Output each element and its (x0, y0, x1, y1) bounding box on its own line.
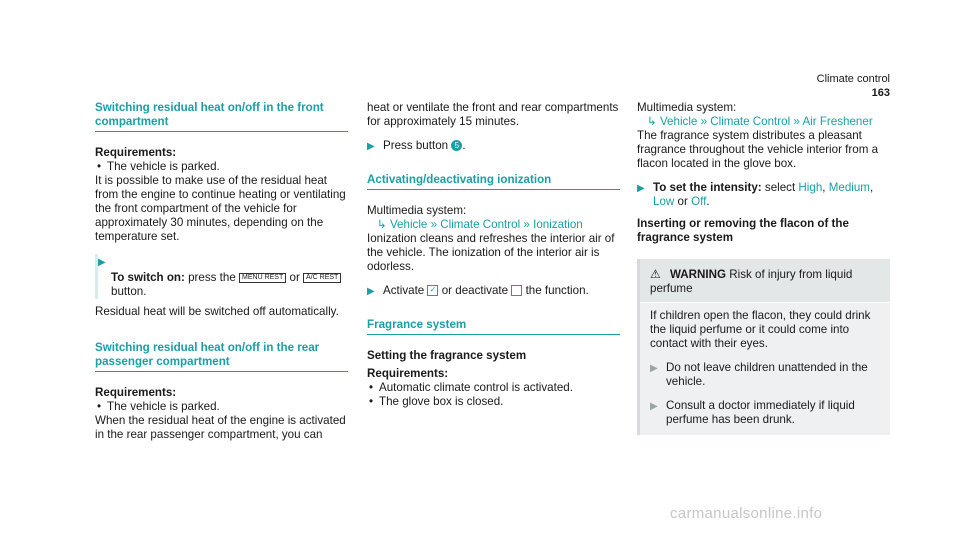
step-arrow-icon: ▶ (650, 363, 658, 374)
chevron-icon: » (700, 115, 708, 128)
step-text: Consult a doctor immediately if liquid perfume has been drunk. (666, 399, 855, 426)
menu-path (637, 115, 890, 129)
warning-text: Risk of injury from liquid perfume (650, 268, 853, 295)
requirements-label: Requirements: (95, 146, 177, 159)
path-vehicle: Vehicle (659, 115, 698, 128)
heading-fragrance: Fragrance system (367, 318, 620, 335)
intensity-label: To set the intensity: (653, 181, 762, 194)
option-high: High (798, 181, 823, 194)
heading-ionization: Activating/deactivating ionization (367, 173, 620, 190)
step-text: press the (188, 271, 236, 284)
continued-text: heat or ventilate the front and rear compartments for approximately 15 minutes. (367, 101, 619, 128)
switch-on-step (95, 254, 348, 299)
requirement-item-2: • The glove box is closed. (367, 395, 620, 409)
column-3 (637, 101, 890, 435)
activate-step (367, 284, 620, 298)
chevron-icon: » (430, 218, 438, 231)
option-medium: Medium (828, 181, 870, 194)
step-arrow-icon: ▶ (650, 401, 658, 412)
path-air-freshener: Air Freshener (802, 115, 873, 128)
path-vehicle: Vehicle (389, 218, 428, 231)
warning-step-1 (650, 361, 880, 389)
requirements-label-2: Requirements: (95, 386, 177, 399)
switch-on-label: To switch on: (111, 271, 185, 284)
chevron-icon: » (793, 115, 800, 128)
intensity-step: ▶ To set the intensity: select High, Medium, Low or Off. (637, 181, 874, 208)
column-2 (367, 101, 620, 409)
column-1 (95, 101, 348, 442)
menu-rest-button-icon: MENU REST (239, 273, 286, 283)
step-text-end: the function. (525, 284, 589, 297)
insert-flacon-heading: Inserting or removing the flacon of the fragrance system (637, 217, 849, 244)
path-climate-control: Climate Control (710, 115, 791, 128)
page-header (790, 72, 890, 100)
step-text-or: or (289, 271, 300, 284)
section-title: Climate control (816, 73, 890, 85)
step-text-or: or (677, 195, 688, 208)
path-climate-control: Climate Control (440, 218, 521, 231)
body-text-rear: When the residual heat of the engine is activated in the rear passenger compartment, you can (95, 414, 346, 441)
step-text: Press button (383, 139, 449, 152)
warning-icon: ⚠ (650, 267, 661, 281)
step-text-mid: or deactivate (441, 284, 509, 297)
step-text: select (764, 181, 796, 194)
step-arrow-icon: ▶ (367, 286, 375, 297)
heading-rear-residual: Switching residual heat on/off in the rear passenger compartment (95, 341, 348, 372)
multimedia-label: Multimedia system: (367, 204, 467, 217)
menu-path (367, 218, 620, 232)
path-ionization: Ionization (533, 218, 583, 231)
option-low: Low (653, 195, 675, 208)
body-text: It is possible to make use of the residual heat from the engine to continue heating or ventilating the front compartment of the vehicle for approximately 30 minutes, depending on the temperature set. (95, 174, 346, 243)
warning-step-2 (650, 399, 880, 427)
requirements-label: Requirements: (367, 367, 449, 380)
step-text-end: button. (111, 285, 147, 298)
requirement-item: • The vehicle is parked. (95, 160, 348, 174)
heading-front-residual: Switching residual heat on/off in the front compartment (95, 101, 348, 132)
ionization-body: Ionization cleans and refreshes the interior air of the vehicle. The ionization of the interior air is odorless. (367, 232, 615, 273)
body-text-auto-off: Residual heat will be switched off automatically. (95, 305, 339, 318)
warning-box (637, 259, 890, 435)
fragrance-body: The fragrance system distributes a pleasant fragrance throughout the vehicle interior from a flacon located in the glove box. (637, 129, 879, 170)
step-block (95, 254, 348, 299)
multimedia-label: Multimedia system: (637, 101, 737, 114)
chevron-icon: » (523, 218, 530, 231)
warning-label: WARNING (670, 268, 727, 281)
path-arrow-icon: ↳ (377, 218, 387, 231)
setting-fragrance-heading: Setting the fragrance system (367, 349, 527, 362)
watermark: carmanualsonline.info (670, 505, 823, 522)
warning-header (640, 259, 890, 303)
ac-rest-button-icon: A/C REST (303, 273, 341, 283)
warning-body: If children open the flacon, they could drink the liquid perfume or it could come into contact with their eyes. (650, 309, 871, 350)
step-text: Activate (383, 284, 425, 297)
path-arrow-icon: ↳ (647, 115, 657, 128)
option-off: Off (691, 195, 707, 208)
checkbox-empty-icon (511, 285, 522, 296)
page-number: 163 (871, 87, 890, 99)
press-button-step: ▶ Press button 5 . (367, 139, 466, 152)
step-arrow-icon: ▶ (98, 257, 106, 268)
step-text: Do not leave children unattended in the vehicle. (666, 361, 868, 388)
step-arrow-icon: ▶ (367, 141, 375, 152)
requirement-item-2: • The vehicle is parked. (95, 400, 348, 414)
requirement-item: • Automatic climate control is activated. (367, 381, 620, 395)
checkbox-checked-icon: ✓ (427, 285, 438, 296)
button-number-badge: 5 (451, 140, 462, 151)
step-arrow-icon: ▶ (637, 183, 645, 194)
